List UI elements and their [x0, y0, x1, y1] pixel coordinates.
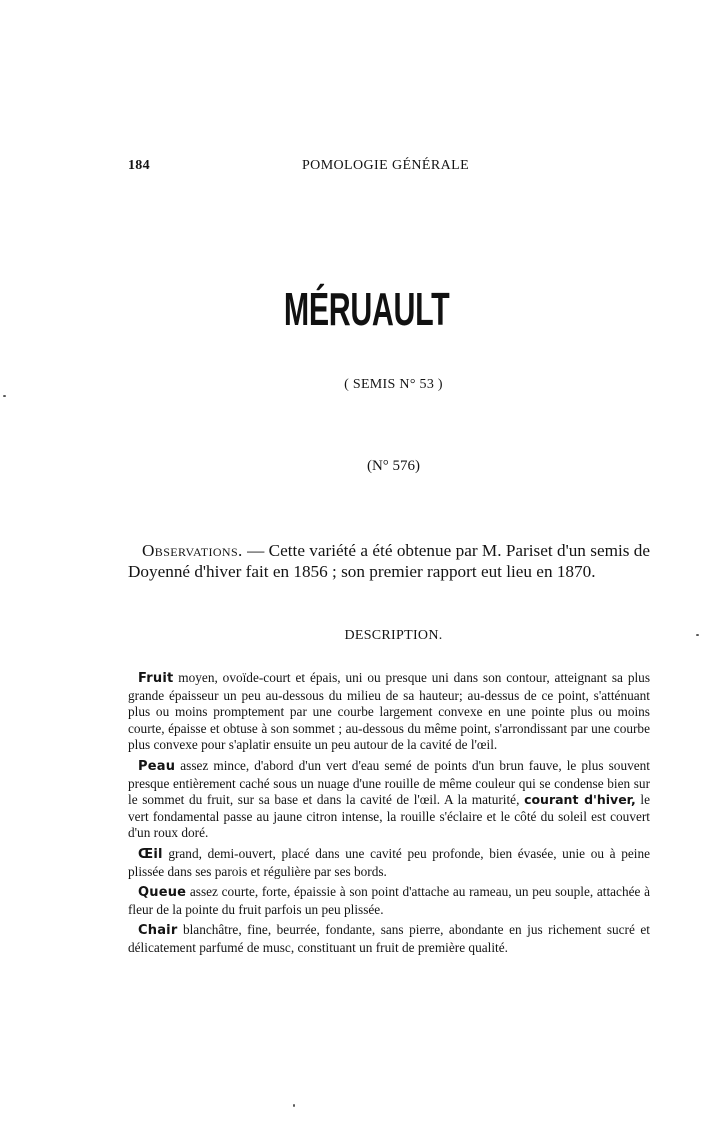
oeil-term: Œil	[138, 846, 163, 862]
peau-season: courant d'hiver,	[524, 792, 636, 808]
observations-text: — Cette variété a été obtenue par M. Pariset d'un semis de Doyenné d'hiver fait en 1856 ; son premier rapport eut lieu en 1870.	[128, 541, 650, 581]
running-title: POMOLOGIE GÉNÉRALE	[302, 158, 470, 173]
fruit-paragraph	[128, 670, 650, 754]
fruit-term: Fruit	[138, 671, 174, 686]
scan-speck	[696, 634, 699, 636]
observations-paragraph	[128, 540, 650, 582]
semis-subtitle: ( SEMIS N° 53 )	[344, 377, 443, 392]
scan-speck	[3, 395, 6, 397]
chair-term: Chair	[138, 923, 178, 939]
observations-lead: Observations.	[142, 541, 243, 560]
peau-paragraph	[128, 758, 650, 842]
fruit-text: moyen, ovoïde-court et épais, uni ou presque uni dans son contour, atteignant sa plus grande épaisseur un peu au-dessous du milieu de sa hauteur; au-dessus de ce point, s'atténuant plus ou moins promptement par une courbe largement convexe en une pointe plus ou moins courte, épaisse et obtuse à son sommet ; au-dessous du même point, s'arrondissant par une courbe plus convexe pour s'aplatir ensuite un peu autour de la cavité de l'œil.	[128, 670, 650, 753]
scan-speck	[293, 1104, 295, 1107]
peau-text-after: le vert fondamental passe au jaune citron intense, la rouille s'éclaire et le côté du soleil est couvert d'un roux doré.	[128, 792, 651, 841]
peau-text-before: assez mince, d'abord d'un vert d'eau semé de points d'un brun fauve, le plus souvent presque entièrement caché sous un nuage d'une rouille de même couleur qui se condense bien sur le sommet du fruit, sur sa base et dans la cavité de l'œil. A la maturité,	[128, 757, 650, 808]
catalog-number: (N° 576)	[366, 458, 421, 474]
oeil-text: grand, demi-ouvert, placé dans une cavité peu profonde, bien évasée, unie ou à peine plissée dans ses parois et régulière par ses bords.	[128, 845, 650, 879]
description-section	[128, 670, 650, 961]
page-number: 184	[128, 158, 150, 173]
running-head	[128, 158, 660, 178]
variety-title: MÉRUAULT	[283, 283, 450, 335]
description-heading: DESCRIPTION.	[344, 628, 443, 643]
queue-paragraph	[128, 884, 650, 918]
chair-paragraph	[128, 922, 650, 956]
queue-text: assez courte, forte, épaissie à son point d'attache au rameau, un peu souple, attachée à fleur de la pointe du fruit parfois un peu plissée.	[128, 884, 650, 917]
chair-text: blanchâtre, fine, beurrée, fondante, sans pierre, abondante en jus richement sucré et délicatement parfumé de musc, constituant un fruit de première qualité.	[128, 922, 650, 955]
peau-term: Peau	[138, 758, 176, 774]
queue-term: Queue	[138, 885, 187, 901]
oeil-paragraph	[128, 846, 650, 880]
